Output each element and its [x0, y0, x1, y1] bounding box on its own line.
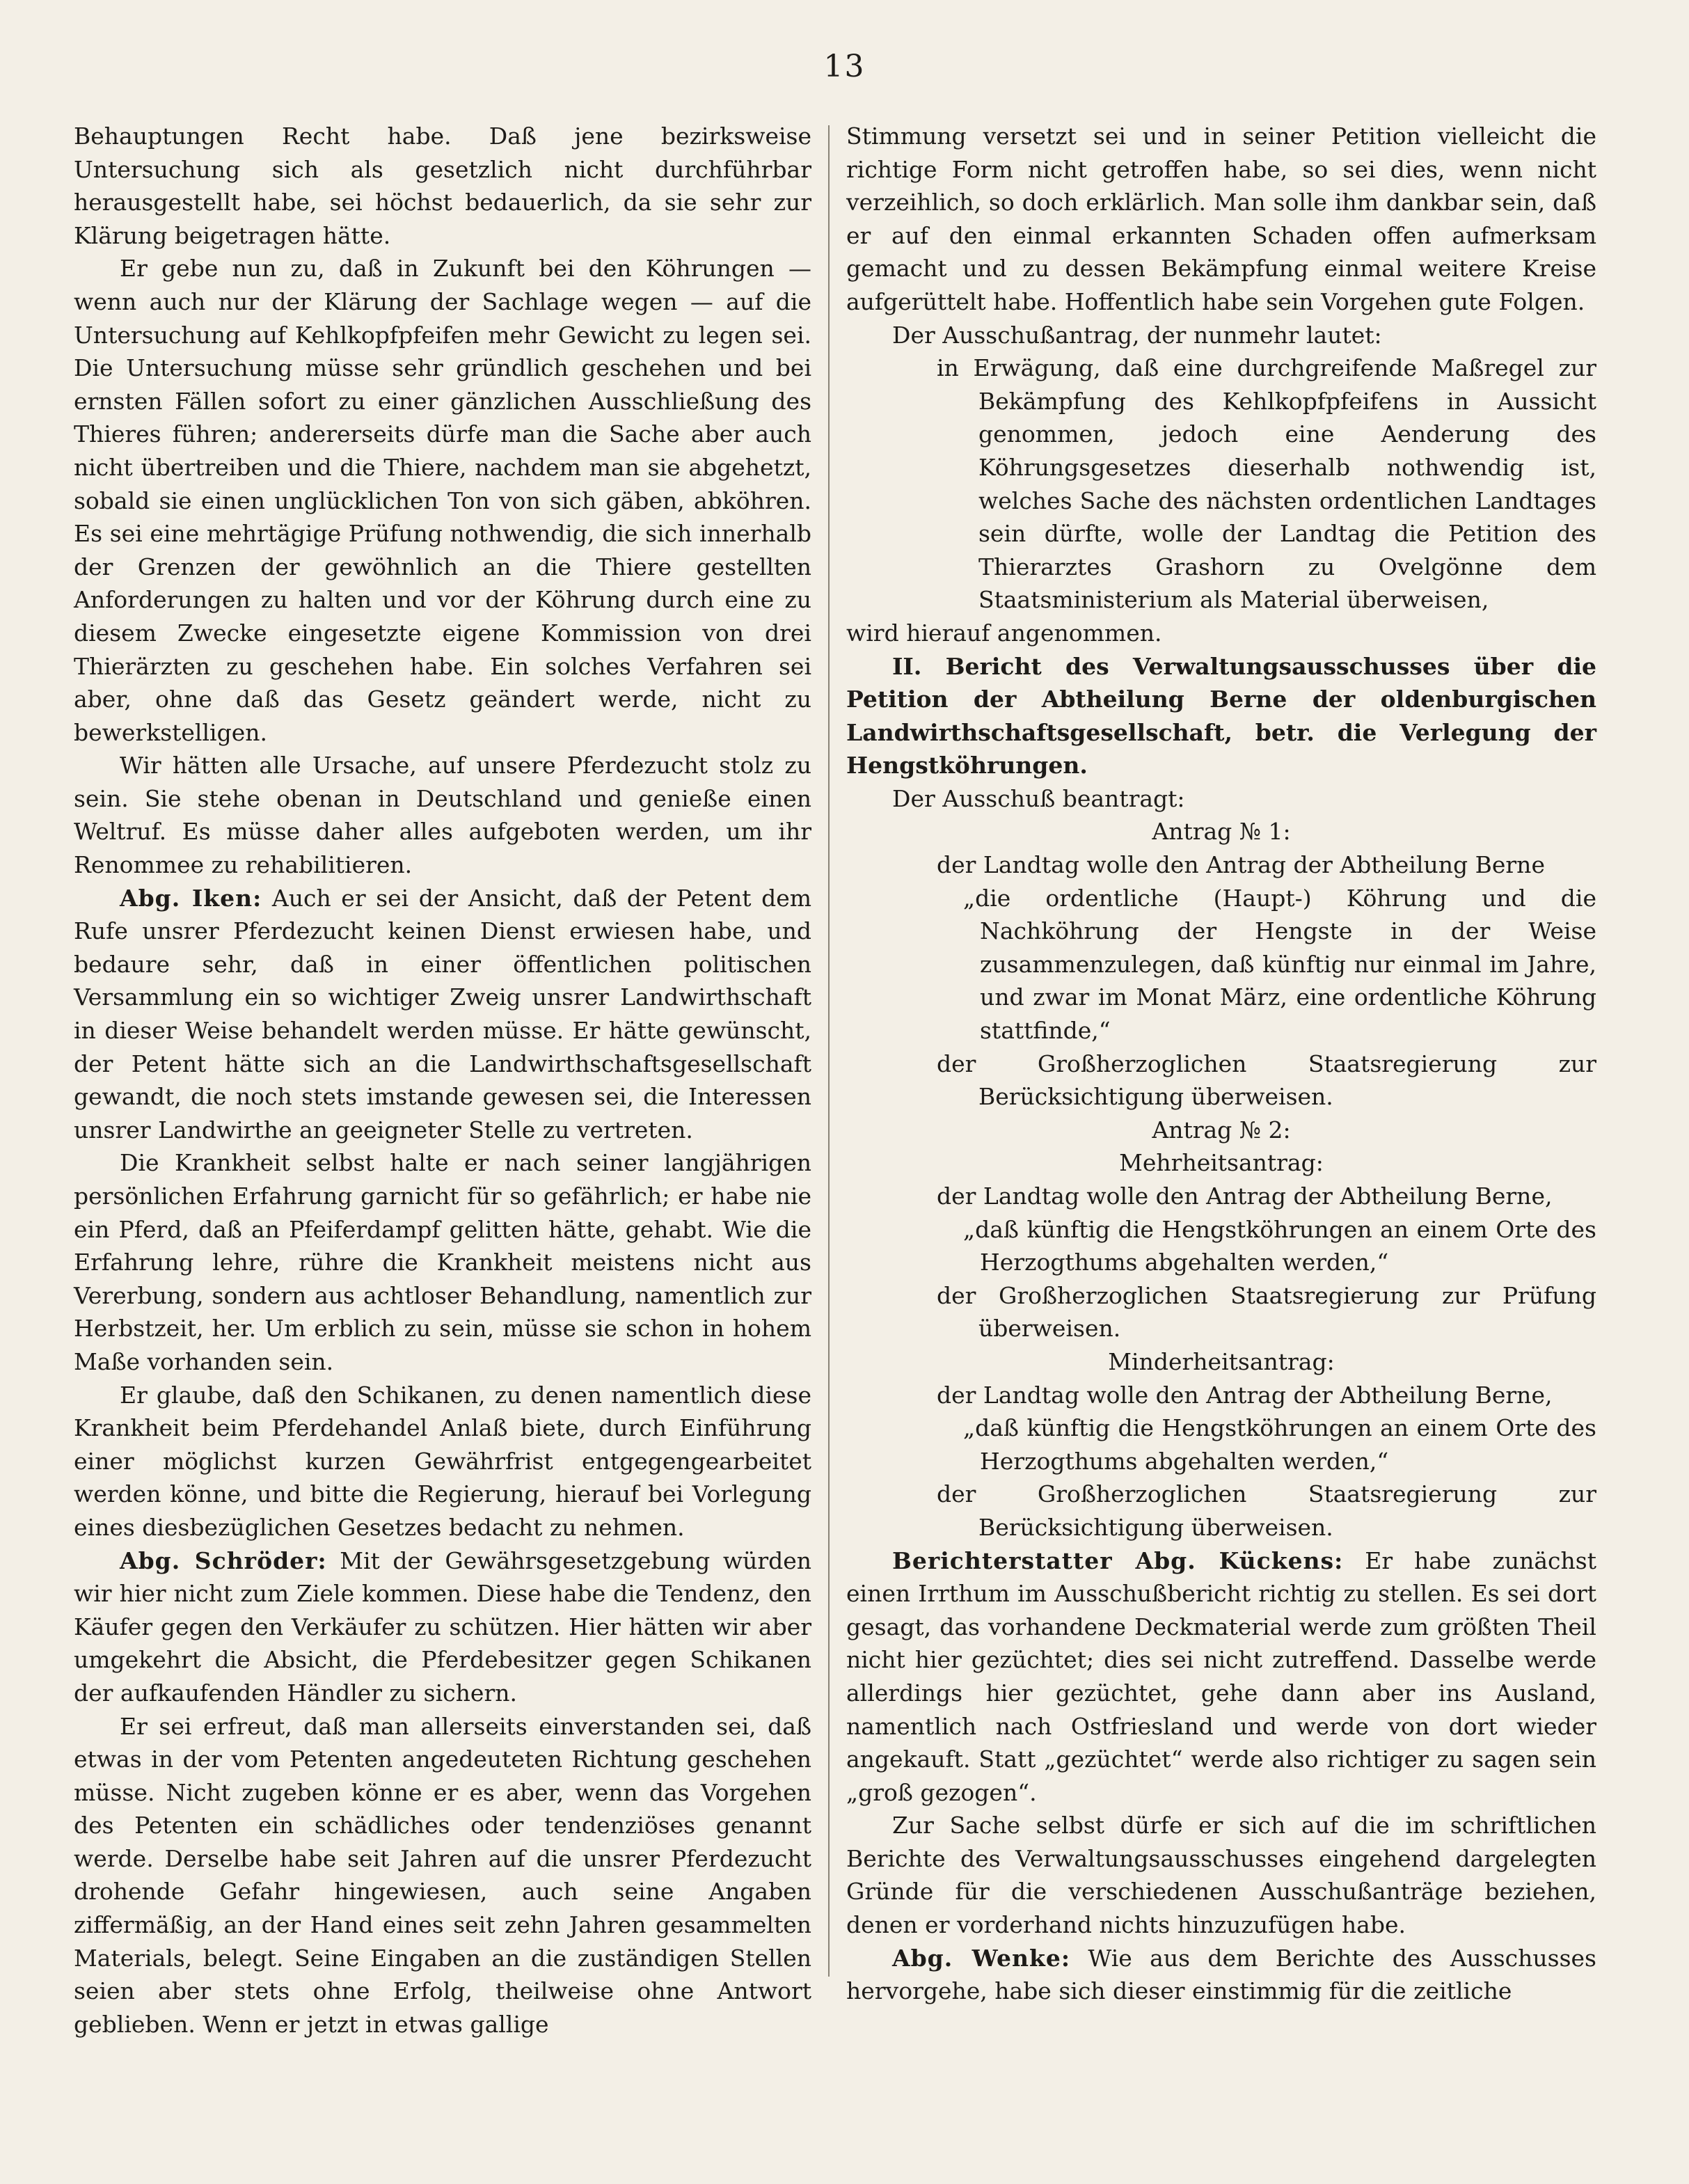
- left-paragraph-7: [74, 1544, 811, 1710]
- minority-title: Minderheitsantrag:: [1108, 1347, 1335, 1375]
- left-paragraph-5: Die Krankheit selbst halte er nach seiner langjährigen persönlichen Erfahrung garnicht für so gefährlich; er habe nie ein Pferd, daß an Pfeiferdampf gelitten hätte, gehabt. Wie die Erfahrung lehre, rühre die Krankheit meistens nicht aus Vererbung, sondern aus achtloser Behandlung, namentlich zur Herbstzeit, her. Um erblich zu sein, müsse sie schon in hohem Maße vorhanden sein.: [74, 1149, 811, 1375]
- majority-text: der Landtag wolle den Antrag der Abtheilung Berne,: [937, 1182, 1553, 1210]
- minority-text: der Landtag wolle den Antrag der Abtheilung Berne,: [937, 1381, 1553, 1409]
- majority-end: der Großherzoglichen Staatsregierung zur Prüfung überweisen.: [937, 1281, 1596, 1343]
- speech-iken: Auch er sei der Ansicht, daß der Petent dem Rufe unsrer Pferdezucht keinen Dienst erwiesen habe, und bedaure sehr, daß in einer öffentlichen politischen Versammlung ein so wichtiger Zweig unsrer Landwirthschaft in dieser Weise behandelt werden müsse. Er hätte gewünscht, der Petent hätte sich an die Landwirthschaftsgesellschaft gewandt, die noch stets imstande gewesen sei, die Interessen unsrer Landwirthe an geeigneter Stelle zu vertreten.: [74, 884, 812, 1144]
- speaker-kueckens: Berichterstatter Abg. Kückens:: [892, 1546, 1344, 1574]
- speech-kueckens: Er habe zunächst einen Irrthum im Ausschußbericht richtig zu stellen. Es sei dort gesagt, das vorhandene Deckmaterial werde zum größten Theil nicht hier gezüchtet; dies sei nicht zutreffend. Dasselbe werde allerdings hier gezüchtet, gehe dann aber ins Ausland, namentlich nach Ostfriesland und werde von dort wieder angekauft. Statt „gezüchtet“ werde also richtiger zu sagen sein „groß gezogen“.: [846, 1546, 1596, 1806]
- motion-1-quote: „die ordentliche (Haupt-) Köhrung und die Nachköhrung der Hengste in der Weise zusammenzulegen, daß künftig nur einmal im Jahre, und zwar im Monat März, eine ordentliche Köhrung stattfinde,“: [963, 884, 1596, 1045]
- left-paragraph-2: Er gebe nun zu, daß in Zukunft bei den Köhrungen — wenn auch nur der Klärung der Sachlage wegen — auf die Untersuchung auf Kehlkopfpfeifen mehr Gewicht zu legen sei. Die Untersuchung müsse sehr gründlich geschehen und bei ernsten Fällen sofort zu einer gänzlichen Ausschließung des Thieres führen; andererseits dürfe man die Sache aber auch nicht übertreiben und die Thiere, nachdem man sie abgehetzt, sobald sie einen unglücklichen Ton von sich gäben, abköhren. Es sei eine mehrtägige Prüfung nothwendig, die sich innerhalb der Grenzen der gewöhnlich an die Thiere gestellten Anforderungen zu halten und vor der Köhrung durch eine zu diesem Zwecke eingesetzte eigene Kommission von drei Thierärzten zu geschehen habe. Ein solches Verfahren sei aber, ohne daß das Gesetz geändert werde, nicht zu bewerkstelligen.: [74, 255, 811, 746]
- adopted-line: wird hierauf angenommen.: [846, 619, 1162, 647]
- speaker-iken: Abg. Iken:: [120, 884, 262, 912]
- reporter-paragraph-2: Zur Sache selbst dürfe er sich auf die im schriftlichen Berichte des Verwaltungsausschusses eingehend dargelegten Gründe für die verschiedenen Ausschußanträge beziehen, denen er vorderhand nichts hinzuzufügen habe.: [846, 1812, 1596, 1939]
- committee-moves: Der Ausschuß beantragt:: [892, 784, 1185, 812]
- page-number: 13: [823, 49, 866, 84]
- wenke-paragraph: [846, 1942, 1596, 2008]
- majority-quote: „daß künftig die Hengstköhrungen an einem Orte des Herzogthums abgehalten werden,“: [963, 1215, 1596, 1276]
- speech-schroeder: Mit der Gewährsgesetzgebung würden wir hier nicht zum Ziele kommen. Diese habe die Tendenz, den Käufer gegen den Verkäufer zu schützen. Hier hätten wir aber umgekehrt die Absicht, die Pferdebesitzer gegen Schikanen der aufkaufenden Händler zu sichern.: [74, 1546, 812, 1707]
- right-column: [846, 120, 1596, 2008]
- reporter-paragraph: [846, 1544, 1596, 1810]
- left-paragraph-3: Wir hätten alle Ursache, auf unsere Pferdezucht stolz zu sein. Sie stehe obenan in Deutschland und genieße einen Weltruf. Es müsse daher alles aufgeboten werden, um ihr Renommee zu rehabilitieren.: [74, 752, 811, 879]
- motion-1-title: Antrag № 1:: [1152, 818, 1291, 846]
- right-intro: Stimmung versetzt sei und in seiner Petition vielleicht die richtige Form nicht getroffen habe, so sei dies, wenn nicht verzeihlich, so doch erklärlich. Man solle ihm dankbar sein, daß er auf den einmal erkannten Schaden offen aufmerksam gemacht und zu dessen Bekämpfung einmal weitere Kreise aufgerüttelt habe. Hoffentlich habe sein Vorgehen gute Folgen.: [846, 122, 1596, 315]
- committee-text: in Erwägung, daß eine durchgreifende Maßregel zur Bekämpfung des Kehlkopfpfeifens in Aussicht genommen, jedoch eine Aenderung des Köhrungsgesetzes dieserhalb nothwendig ist, welches Sache des nächsten ordentlichen Landtages sein dürfte, wolle der Landtag die Petition des Thierarztes Grashorn zu Ovelgönne dem Staatsministerium als Material überweisen,: [937, 354, 1596, 614]
- section-heading: II. Bericht des Verwaltungsausschusses über die Petition der Abtheilung Berne der oldenburgischen Landwirthschaftsgesellschaft, betr. die Verlegung der Hengstköhrungen.: [846, 652, 1596, 780]
- column-divider: [828, 125, 830, 1977]
- speaker-wenke: Abg. Wenke:: [892, 1944, 1071, 1972]
- committee-intro: Der Ausschußantrag, der nunmehr lautet:: [892, 321, 1382, 349]
- left-column: [74, 120, 811, 2041]
- motion-1-text: der Landtag wolle den Antrag der Abtheilung Berne: [937, 851, 1545, 879]
- majority-title: Mehrheitsantrag:: [1119, 1149, 1324, 1177]
- left-paragraph-1: Behauptungen Recht habe. Daß jene bezirksweise Untersuchung sich als gesetzlich nicht durchführbar herausgestellt habe, sei höchst bedauerlich, da sie sehr zur Klärung beigetragen hätte.: [74, 122, 811, 249]
- motion-2-title: Antrag № 2:: [1152, 1116, 1291, 1144]
- minority-end: der Großherzoglichen Staatsregierung zur Berücksichtigung überweisen.: [937, 1480, 1596, 1541]
- left-paragraph-4: [74, 882, 811, 1147]
- motion-1-end: der Großherzoglichen Staatsregierung zur Berücksichtigung überweisen.: [937, 1050, 1596, 1111]
- minority-quote: „daß künftig die Hengstköhrungen an einem Orte des Herzogthums abgehalten werden,“: [963, 1414, 1596, 1475]
- speaker-schroeder: Abg. Schröder:: [120, 1546, 327, 1574]
- left-paragraph-6: Er glaube, daß den Schikanen, zu denen namentlich diese Krankheit beim Pferdehandel Anlaß biete, durch Einführung einer möglichst kurzen Gewährfrist entgegengearbeitet werden könne, und bitte die Regierung, hierauf bei Vorlegung eines diesbezüglichen Gesetzes bedacht zu nehmen.: [74, 1381, 811, 1541]
- left-paragraph-8: Er sei erfreut, daß man allerseits einverstanden sei, daß etwas in der vom Petenten angedeuteten Richtung geschehen müsse. Nicht zugeben könne er es aber, wenn das Vorgehen des Petenten ein schädliches oder tendenziöses genannt werde. Derselbe habe seit Jahren auf die unsrer Pferdezucht drohende Gefahr hingewiesen, auch seine Angaben ziffermäßig, an der Hand eines seit zehn Jahren gesammelten Materials, belegt. Seine Eingaben an die zuständigen Stellen seien aber stets ohne Erfolg, theilweise ohne Antwort geblieben. Wenn er jetzt in etwas gallige: [74, 1712, 811, 2038]
- speech-wenke: Wie aus dem Berichte des Ausschusses hervorgehe, habe sich dieser einstimmig für die zeitliche: [846, 1944, 1596, 2005]
